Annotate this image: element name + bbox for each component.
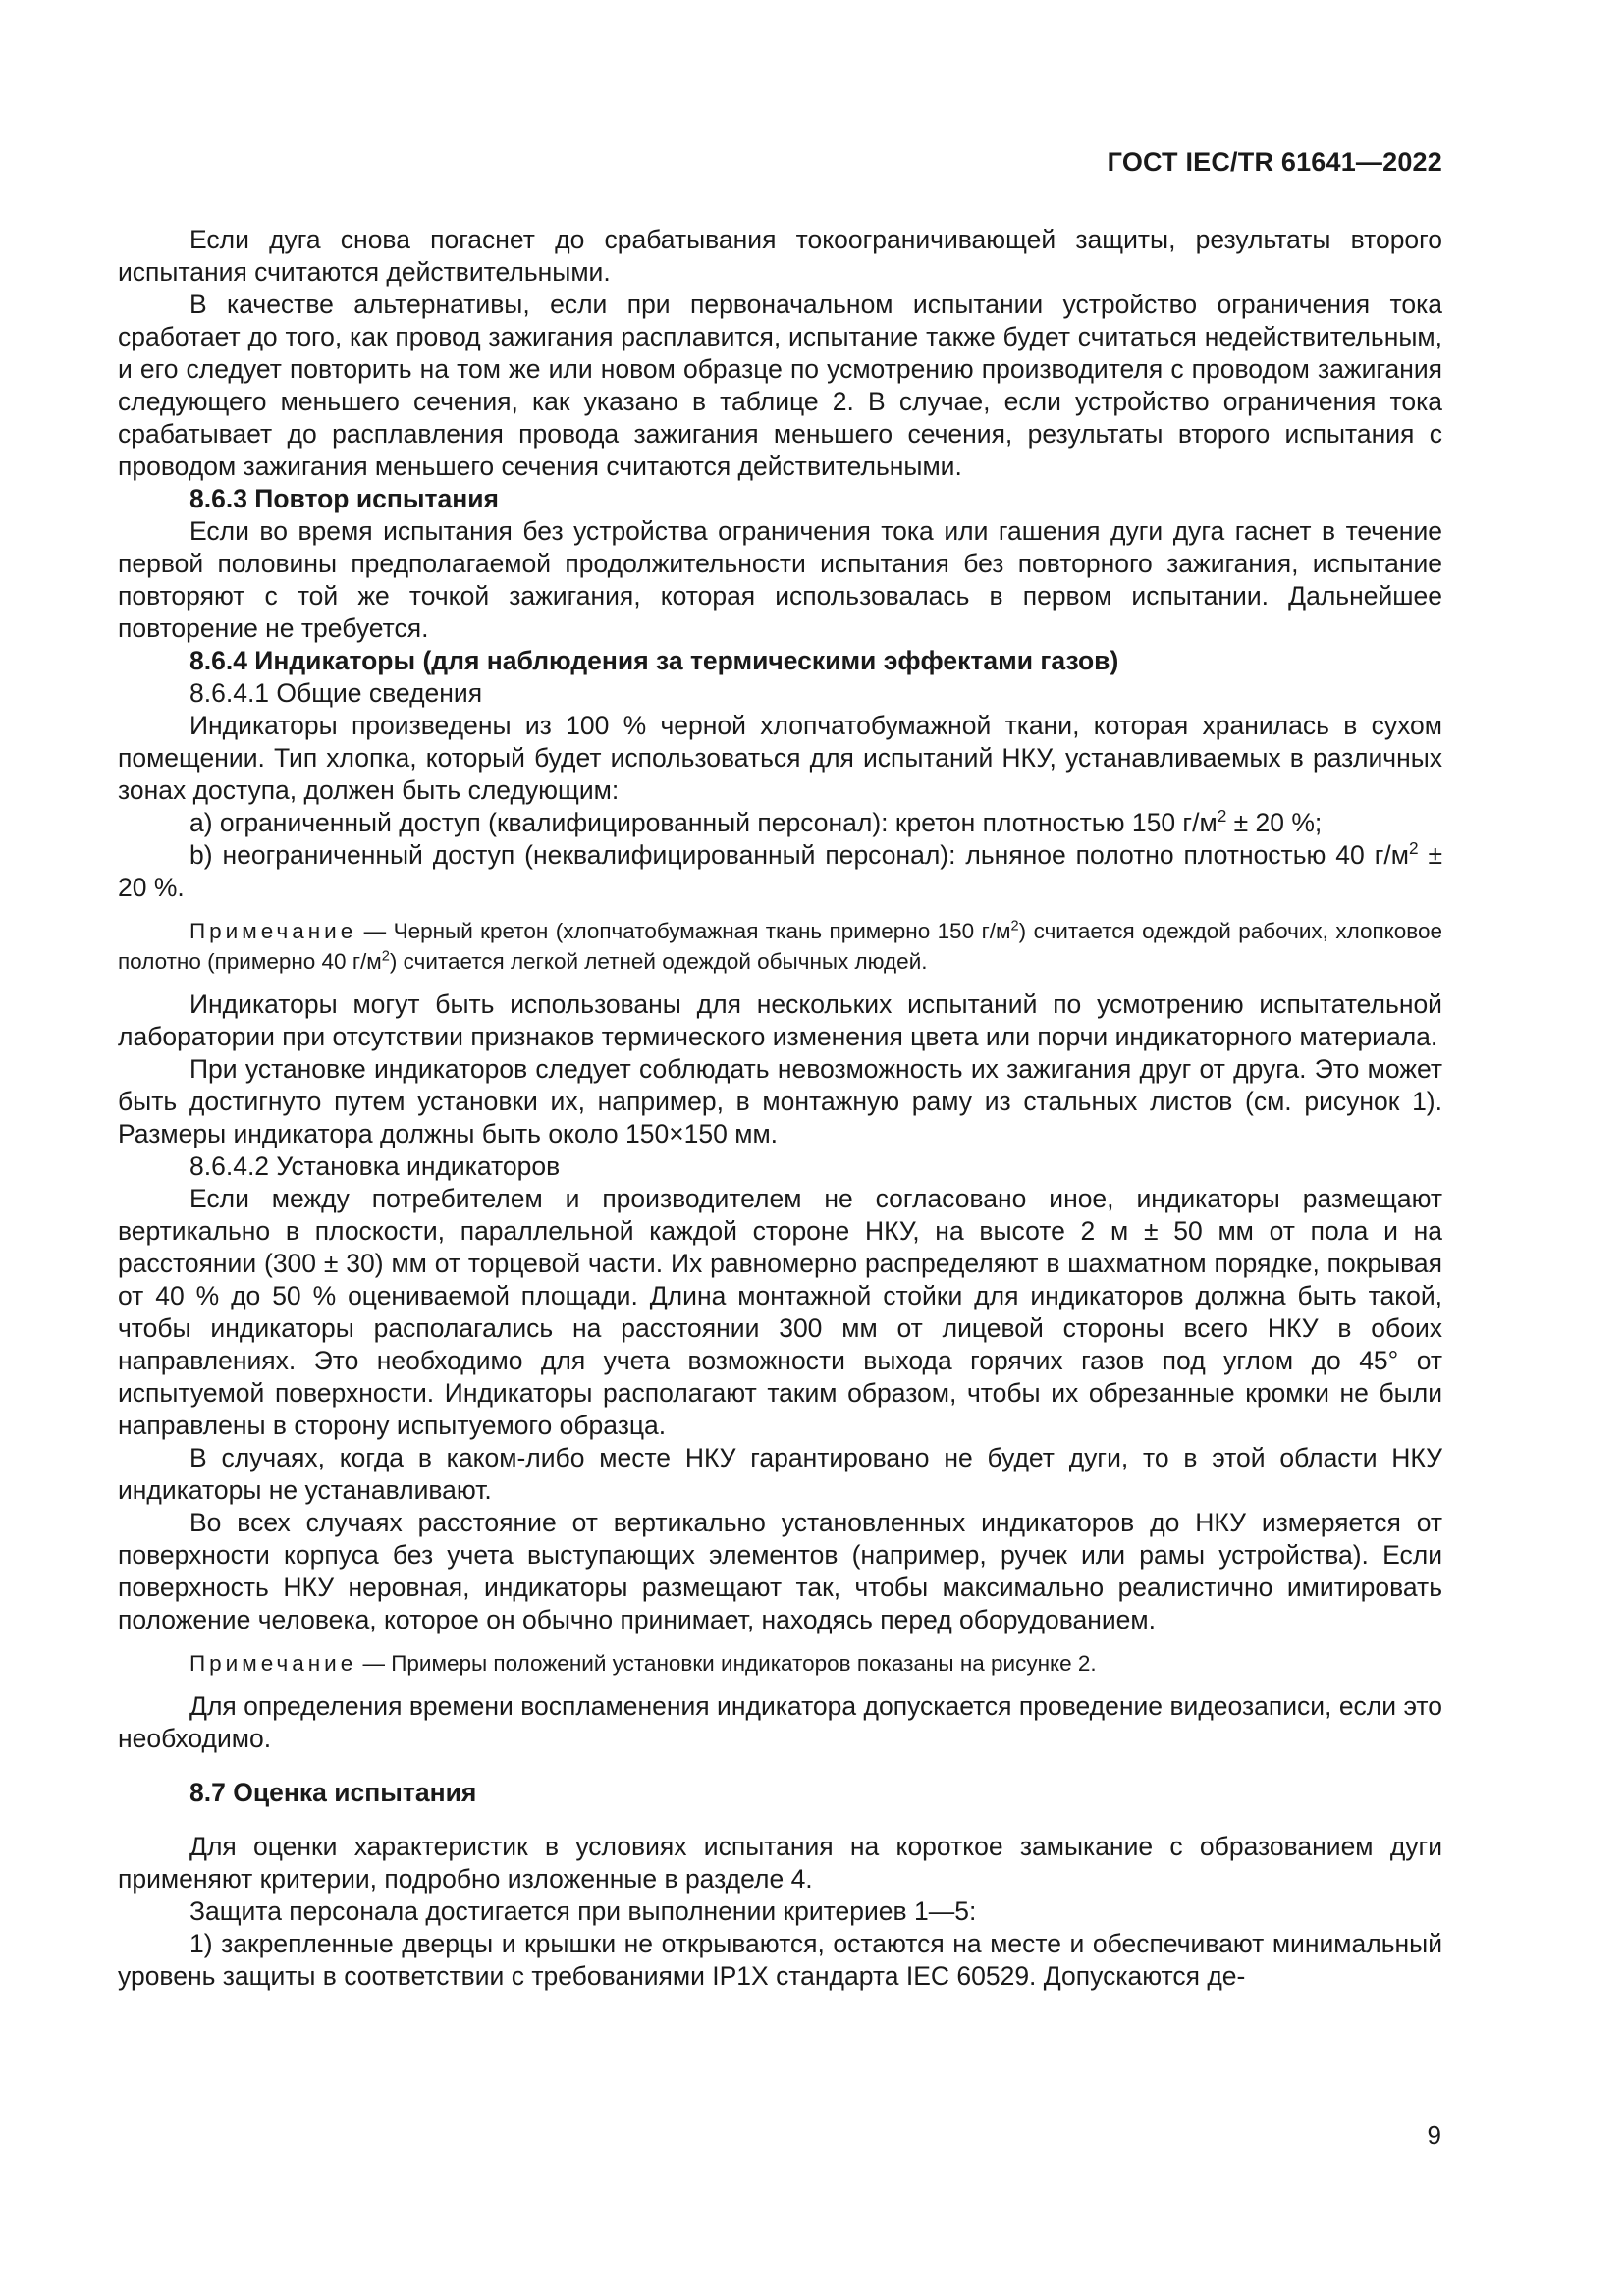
list-item-a-tail: ± 20 %; bbox=[1226, 808, 1323, 837]
page-body bbox=[118, 224, 1442, 1993]
paragraph: Индикаторы могут быть использованы для нескольких испытаний по усмотрению испытательной лаборатории при отсутствии признаков термического изменения цвета или порчи индикаторного материала. bbox=[118, 989, 1442, 1051]
paragraph: Для определения времени воспламенения индикатора допускается проведение видеозаписи, если это необходимо. bbox=[118, 1691, 1442, 1753]
paragraph: В случаях, когда в каком-либо месте НКУ гарантировано не будет дуги, то в этой области НКУ индикаторы не устанавливают. bbox=[118, 1443, 1442, 1505]
list-item-b-tail: ± 20 %. bbox=[118, 840, 1442, 902]
superscript: 2 bbox=[1217, 806, 1227, 827]
subsection-heading-8-6-4-1: 8.6.4.1 Общие сведения bbox=[189, 678, 483, 708]
subsection-heading-8-6-4-2: 8.6.4.2 Установка индикаторов bbox=[189, 1151, 561, 1181]
paragraph: Защита персонала достигается при выполнении критериев 1—5: bbox=[189, 1896, 977, 1926]
note-text: ) считается легкой летней одеждой обычных людей. bbox=[389, 949, 928, 974]
paragraph: Индикаторы произведены из 100 % черной хлопчатобумажной ткани, которая хранилась в сухом помещении. Тип хлопка, который будет использоваться для испытаний НКУ, устанавливаемых в различных зонах доступа, должен быть следующим: bbox=[118, 711, 1442, 805]
list-item-a-text: a) ограниченный доступ (квалифицированный персонал): кретон плотностью 150 г/м bbox=[189, 808, 1218, 837]
superscript: 2 bbox=[1010, 918, 1019, 934]
note-label: Примечание bbox=[189, 1651, 357, 1676]
note-1 bbox=[118, 916, 1442, 977]
paragraph: Во всех случаях расстояние от вертикально установленных индикаторов до НКУ измеряется от поверхности корпуса без учета выступающих элементов (например, ручек или рамы устройства). Если поверхность НКУ неровная, индикаторы размещают так, чтобы максимально реалистично имитировать положение человека, которое он обычно принимает, находясь перед оборудованием. bbox=[118, 1508, 1442, 1634]
paragraph: Для оценки характеристик в условиях испытания на короткое замыкание с образованием дуги применяют критерии, подробно изложенные в разделе 4. bbox=[118, 1832, 1442, 1894]
section-heading-8-7: 8.7 Оценка испытания bbox=[189, 1778, 477, 1807]
list-item-b-text: b) неограниченный доступ (неквалифицированный персонал): льняное полотно плотностью 40 г/м bbox=[189, 840, 1409, 870]
note-text: — Черный кретон (хлопчатобумажная ткань примерно 150 г/м bbox=[356, 919, 1011, 943]
note-text: — Примеры положений установки индикаторов показаны на рисунке 2. bbox=[356, 1651, 1097, 1676]
section-heading-8-6-4: 8.6.4 Индикаторы (для наблюдения за термическими эффектами газов) bbox=[189, 646, 1119, 675]
paragraph: 1) закрепленные дверцы и крышки не открываются, остаются на месте и обеспечивают минимальный уровень защиты в соответствии с требованиями IP1X стандарта IEC 60529. Допускаются де- bbox=[118, 1929, 1442, 1991]
note-label: Примечание bbox=[189, 919, 357, 943]
superscript: 2 bbox=[381, 948, 390, 965]
paragraph: Если во время испытания без устройства ограничения тока или гашения дуги дуга гаснет в течение первой половины предполагаемой продолжительности испытания без повторного зажигания, испытание повторяют с той же точкой зажигания, которая использовалась в первом испытании. Дальнейшее повторение не требуется. bbox=[118, 516, 1442, 643]
paragraph: Если между потребителем и производителем не согласовано иное, индикаторы размещают вертикально в плоскости, параллельной каждой стороне НКУ, на высоте 2 м ± 50 мм от пола и на расстоянии (300 ± 30) мм от торцевой части. Их равномерно распределяют в шахматном порядке, покрывая от 40 % до 50 % оцениваемой площади. Длина монтажной стойки для индикаторов должна быть такой, чтобы индикаторы располагались на расстоянии 300 мм от лицевой стороны всего НКУ в обоих направлениях. Это необходимо для учета возможности выхода горячих газов под углом до 45° от испытуемой поверхности. Индикаторы располагают таким образом, чтобы их обрезанные кромки не были направлены в сторону испытуемого образца. bbox=[118, 1184, 1442, 1440]
paragraph: При установке индикаторов следует соблюдать невозможность их зажигания друг от друга. Это может быть достигнуто путем установки их, например, в монтажную раму из стальных листов (см. рисунок 1). Размеры индикатора должны быть около 150×150 мм. bbox=[118, 1054, 1442, 1148]
section-heading-8-6-3: 8.6.3 Повтор испытания bbox=[189, 484, 499, 513]
list-item-b bbox=[118, 839, 1442, 904]
page-number: 9 bbox=[1427, 2120, 1441, 2150]
paragraph: Если дуга снова погаснет до срабатывания токоограничивающей защиты, результаты второго испытания считаются действительными. bbox=[118, 225, 1442, 287]
list-item-a bbox=[118, 807, 1442, 839]
note-2 bbox=[118, 1648, 1442, 1679]
superscript: 2 bbox=[1408, 838, 1419, 859]
note-text: ) считается одеждой рабочих, хлопковое полотно (примерно 40 г/м bbox=[118, 919, 1442, 974]
document-code-header: ГОСТ IEC/TR 61641—2022 bbox=[1107, 147, 1442, 177]
paragraph: В качестве альтернативы, если при первоначальном испытании устройство ограничения тока сработает до того, как провод зажигания расплавится, испытание также будет считаться недействительным, и его следует повторить на том же или новом образце по усмотрению производителя с проводом зажигания следующего меньшего сечения, как указано в таблице 2. В случае, если устройство ограничения тока срабатывает до расплавления провода зажигания меньшего сечения, результаты второго испытания с проводом зажигания меньшего сечения считаются действительными. bbox=[118, 290, 1442, 481]
